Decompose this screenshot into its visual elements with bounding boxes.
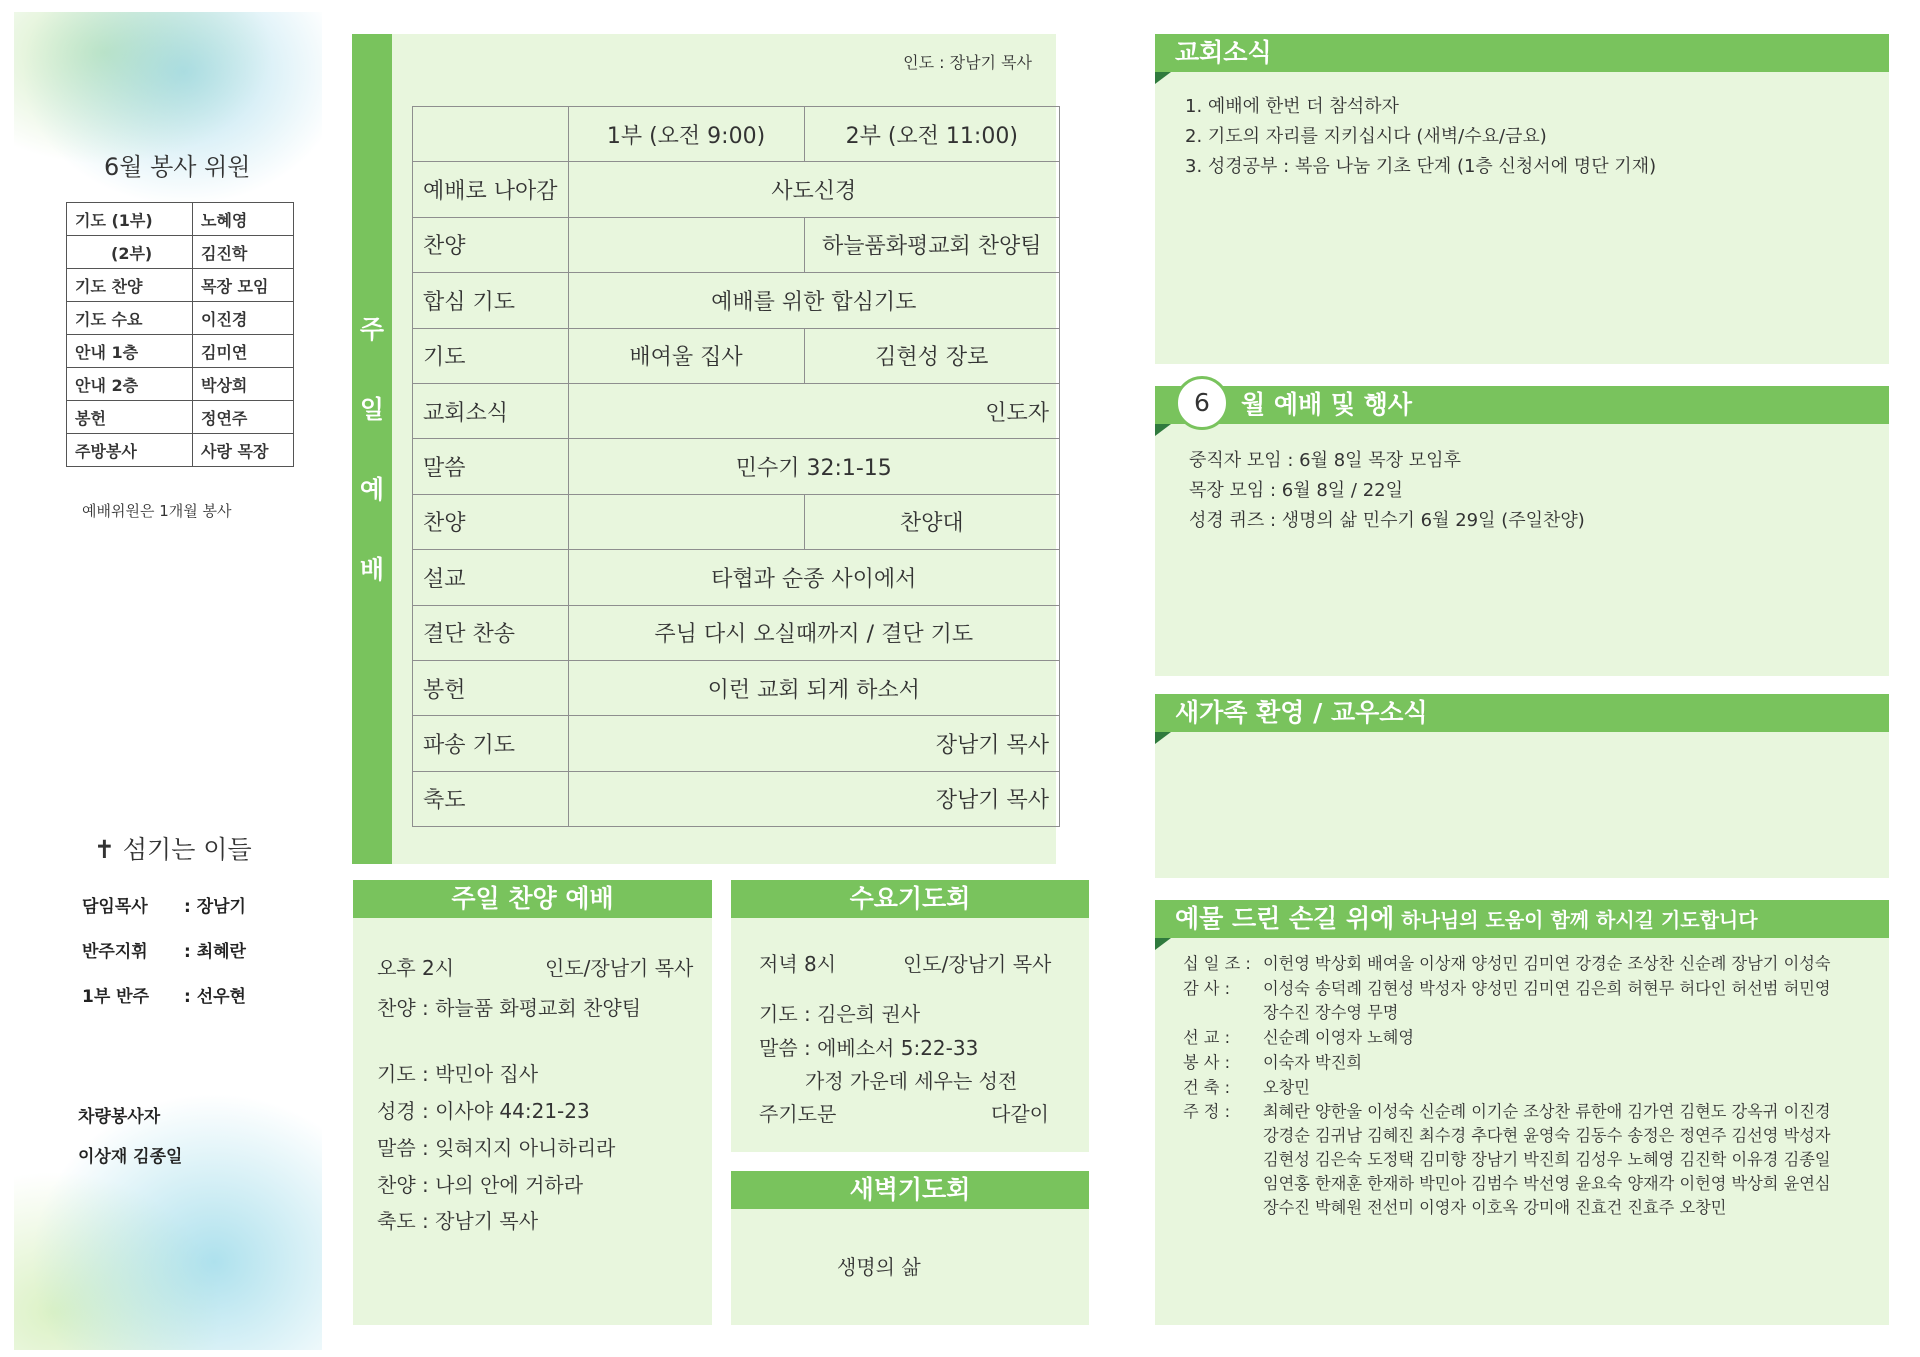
committee-note: 예배위원은 1개월 봉사: [82, 502, 232, 520]
servant-row: [82, 982, 246, 1007]
order-value: 찬양대: [804, 494, 1059, 549]
offering-title-sub: 하나님의 도움이 함께 하시길 기도합니다: [1394, 908, 1758, 932]
order-item: 합심 기도: [413, 273, 569, 328]
offering-row-weekly: [1183, 1098, 1830, 1122]
committee-table: [66, 202, 294, 467]
committee-role: 주방봉사: [67, 434, 193, 467]
table-row: [413, 494, 1060, 549]
order-value: 장남기 목사: [568, 771, 1059, 826]
praise-leader: 인도/장남기 목사: [545, 956, 694, 980]
praise-benediction: 축도 : 장남기 목사: [377, 1209, 539, 1233]
header-corner: [1155, 72, 1171, 84]
praise-song-team: 찬양 : 하늘품 화평교회 찬양팀: [377, 996, 642, 1020]
church-news-title: 교회소식: [1155, 34, 1889, 72]
servant-row: [82, 892, 246, 917]
committee-role: 기도 찬양: [67, 269, 193, 302]
dawn-text: 생명의 삶: [837, 1255, 921, 1279]
event-item: 목장 모임 : 6월 8일 / 22일: [1189, 480, 1403, 501]
offering-row-mission: [1183, 1024, 1414, 1048]
order-value: 타협과 순종 사이에서: [568, 550, 1059, 605]
praise-service-title: 주일 찬양 예배: [353, 880, 712, 918]
order-value: 하늘품화평교회 찬양팀: [804, 217, 1059, 272]
dawn-title: 새벽기도회: [731, 1171, 1089, 1209]
header-service-2: 2부 (오전 11:00): [804, 107, 1059, 162]
offering-names-cont: 임연홍 한재훈 한재하 박민아 김범수 박선영 윤요숙 양재각 이헌영 박상희 윤연심: [1263, 1174, 1831, 1193]
wednesday-time: 저녁 8시: [759, 952, 837, 976]
order-of-service-table: [412, 106, 1060, 827]
order-item: 설교: [413, 550, 569, 605]
header-corner: [1155, 732, 1171, 744]
committee-name: 정연주: [193, 401, 294, 434]
committee-role: 기도 (1부): [67, 203, 193, 236]
news-item: 3. 성경공부 : 복음 나눔 기초 단계 (1층 신청서에 명단 기재): [1185, 156, 1657, 177]
table-row: [67, 368, 294, 401]
offering-box: [1155, 900, 1889, 1325]
table-row: [67, 434, 294, 467]
event-item: 성경 퀴즈 : 생명의 삶 민수기 6월 29일 (주일찬양): [1189, 510, 1585, 531]
praise-sermon: 말씀 : 잊혀지지 아니하리라: [377, 1136, 616, 1160]
table-row: [413, 217, 1060, 272]
side-label-char: 일: [359, 395, 385, 424]
church-news-box: [1155, 34, 1889, 364]
order-value: 배여울 집사: [568, 328, 804, 383]
table-row: [413, 605, 1060, 660]
event-item: 중직자 모임 : 6월 8일 목장 모임후: [1189, 450, 1461, 471]
offering-title-main: 예물 드린 손길 위에: [1175, 904, 1395, 933]
servant-name: : 최혜란: [184, 942, 246, 962]
june-committee-title: 6월 봉사 위원: [104, 153, 251, 181]
table-row: [67, 236, 294, 269]
committee-name: 사랑 목장: [193, 434, 294, 467]
news-item: 1. 예배에 한번 더 참석하자: [1185, 96, 1399, 117]
side-label-char: 예: [359, 475, 385, 504]
offering-label: 선 교 :: [1183, 1028, 1231, 1047]
committee-role: 기도 수요: [67, 302, 193, 335]
offering-row-thanks: [1183, 975, 1830, 999]
offering-label: 봉 사 :: [1183, 1053, 1231, 1072]
order-item: 말씀: [413, 439, 569, 494]
servant-role: 반주지휘: [82, 942, 148, 962]
welcome-box: [1155, 694, 1889, 878]
committee-role: 봉헌: [67, 401, 193, 434]
table-row: [413, 273, 1060, 328]
offering-label: 감 사 :: [1183, 979, 1231, 998]
wednesday-prayer-box: [731, 880, 1089, 1152]
offering-names: 신순례 이영자 노혜영: [1263, 1028, 1415, 1047]
header-corner: [1155, 938, 1171, 950]
news-item: 2. 기도의 자리를 지키십시다 (새벽/수요/금요): [1185, 126, 1547, 147]
committee-name: 노혜영: [193, 203, 294, 236]
left-panel: [14, 12, 322, 1350]
month-number-badge: 6: [1175, 376, 1229, 430]
table-row: [413, 383, 1060, 438]
table-row: [413, 328, 1060, 383]
committee-name: 이진경: [193, 302, 294, 335]
servant-role: 1부 반주: [82, 987, 150, 1007]
table-row: [67, 401, 294, 434]
header-corner: [1155, 424, 1171, 436]
wednesday-title: 수요기도회: [731, 880, 1089, 918]
order-value: 주님 다시 오실때까지 / 결단 기도: [568, 605, 1059, 660]
order-item: 기도: [413, 328, 569, 383]
servants-title: ✝ 섬기는 이들: [94, 835, 252, 864]
praise-closing-song: 찬양 : 나의 안에 거하라: [377, 1173, 584, 1197]
praise-time: 오후 2시: [377, 956, 455, 980]
offering-label: 십 일 조 :: [1183, 954, 1251, 973]
wednesday-prayer: 기도 : 김은희 권사: [759, 1002, 921, 1026]
table-row: [67, 269, 294, 302]
committee-role: (2부): [67, 236, 193, 269]
committee-name: 목장 모임: [193, 269, 294, 302]
wednesday-leader: 인도/장남기 목사: [903, 952, 1052, 976]
table-row: [413, 771, 1060, 826]
offering-row-building: [1183, 1074, 1310, 1098]
table-row: [413, 439, 1060, 494]
offering-names: 오창민: [1263, 1078, 1310, 1097]
offering-names-cont: 장수진 박혜원 전선미 이영자 이호옥 강미애 진효건 진효주 오창민: [1263, 1198, 1727, 1217]
order-item: 찬양: [413, 217, 569, 272]
order-value: 사도신경: [568, 162, 1059, 217]
wednesday-sermon-title: 가정 가운데 세우는 성전: [805, 1069, 1018, 1093]
committee-role: 안내 1층: [67, 335, 193, 368]
side-label-char: 주: [359, 315, 385, 344]
order-value: 인도자: [568, 383, 1059, 438]
servant-role: 담임목사: [82, 897, 148, 917]
committee-name: 박상희: [193, 368, 294, 401]
table-row: [413, 716, 1060, 771]
june-events-box: [1155, 386, 1889, 676]
committee-role: 안내 2층: [67, 368, 193, 401]
sunday-worship-block: [352, 34, 1056, 864]
sunday-side-bar: [352, 34, 392, 864]
wednesday-lords-prayer: 주기도문: [759, 1102, 837, 1126]
committee-name: 김진학: [193, 236, 294, 269]
june-events-title: 월 예배 및 행사: [1155, 386, 1889, 424]
wednesday-sermon: 말씀 : 에베소서 5:22-33: [759, 1036, 979, 1060]
praise-prayer: 기도 : 박민아 집사: [377, 1062, 539, 1086]
order-item: 축도: [413, 771, 569, 826]
order-value-empty: [568, 217, 804, 272]
order-item: 교회소식: [413, 383, 569, 438]
offering-names: 이숙자 박진희: [1263, 1053, 1362, 1072]
order-value-empty: [568, 494, 804, 549]
order-item: 파송 기도: [413, 716, 569, 771]
offering-names: 이헌영 박상회 배여울 이상재 양성민 김미연 강경순 조상찬 신순례 장남기 이성숙: [1263, 954, 1831, 973]
order-value: 예배를 위한 합심기도: [568, 273, 1059, 328]
order-value: 민수기 32:1-15: [568, 439, 1059, 494]
dawn-prayer-box: [731, 1171, 1089, 1325]
vehicle-title: 차량봉사자: [78, 1107, 161, 1127]
order-value: 김현성 장로: [804, 328, 1059, 383]
order-item: 예배로 나아감: [413, 162, 569, 217]
table-row: [67, 335, 294, 368]
order-value: 장남기 목사: [568, 716, 1059, 771]
offering-title: [1155, 900, 1889, 938]
offering-row-service: [1183, 1049, 1362, 1073]
offering-names-cont: 장수진 장수영 무명: [1263, 1003, 1399, 1022]
servant-name: : 선우현: [184, 987, 246, 1007]
offering-label: 주 정 :: [1183, 1102, 1231, 1121]
offering-names: 최혜란 양한울 이성숙 신순례 이기순 조상찬 류한애 김가연 김현도 강옥귀 이진경: [1263, 1102, 1831, 1121]
header-empty-cell: [413, 107, 569, 162]
order-item: 봉헌: [413, 660, 569, 715]
table-row: [413, 550, 1060, 605]
table-header-row: [413, 107, 1060, 162]
servant-row: [82, 937, 246, 962]
header-service-1: 1부 (오전 9:00): [568, 107, 804, 162]
leader-note: 인도 : 장남기 목사: [903, 53, 1032, 72]
praise-service-box: [353, 880, 712, 1325]
order-item: 결단 찬송: [413, 605, 569, 660]
table-row: [413, 660, 1060, 715]
welcome-title: 새가족 환영 / 교우소식: [1155, 694, 1889, 732]
order-value: 이런 교회 되게 하소서: [568, 660, 1059, 715]
offering-names-cont: 강경순 김귀남 김혜진 최수경 추다현 윤영숙 김동수 송정은 정연주 김선영 박성자: [1263, 1126, 1831, 1145]
vehicle-names: 이상재 김종일: [78, 1147, 183, 1167]
order-item: 찬양: [413, 494, 569, 549]
offering-names: 이성숙 송덕례 김현성 박성자 양성민 김미연 김은희 허현무 허다인 허선범 허민영: [1263, 979, 1831, 998]
offering-label: 건 축 :: [1183, 1078, 1231, 1097]
praise-scripture: 성경 : 이사야 44:21-23: [377, 1099, 590, 1123]
committee-name: 김미연: [193, 335, 294, 368]
table-row: [67, 302, 294, 335]
offering-names-cont: 김현성 김은숙 도정택 김미향 장남기 박진희 김성우 노혜영 김진학 이유경 김종일: [1263, 1150, 1831, 1169]
table-row: [413, 162, 1060, 217]
table-row: [67, 203, 294, 236]
side-label-char: 배: [359, 555, 385, 584]
offering-row-tithe: [1183, 950, 1830, 974]
wednesday-together: 다같이: [991, 1102, 1049, 1126]
servant-name: : 장남기: [184, 897, 246, 917]
